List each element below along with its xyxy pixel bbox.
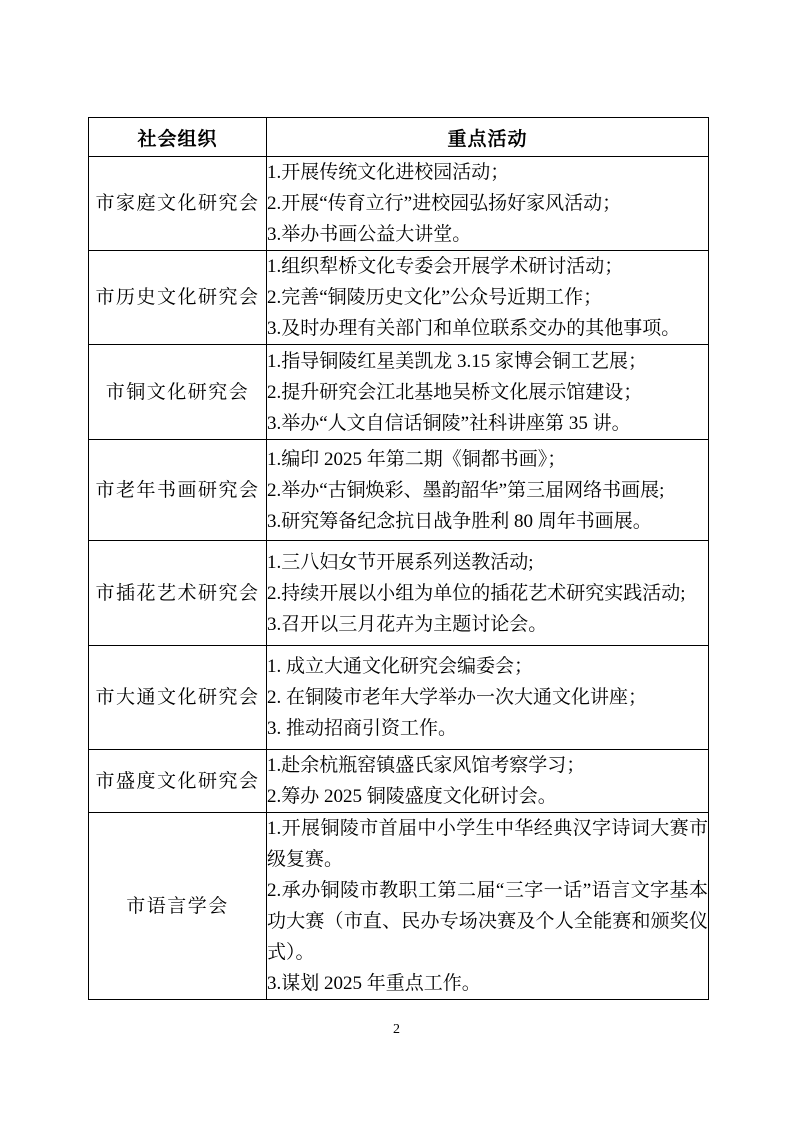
activity-item: 1.组织犁桥文化专委会开展学术研讨活动； — [267, 256, 624, 277]
activity-item: 1.开展铜陵市首届中小学生中华经典汉字诗词大赛市级复赛。 — [267, 818, 708, 870]
header-cell-organization: 社会组织 — [89, 118, 267, 157]
org-name: 市插花艺术研究会 — [89, 541, 267, 646]
org-name: 市铜文化研究会 — [89, 345, 267, 440]
header-cell-activities: 重点活动 — [267, 118, 709, 157]
table-row — [89, 440, 709, 541]
activities-cell — [267, 345, 709, 440]
activity-item: 2.开展“传育立行”进校园弘扬好家风活动； — [267, 193, 622, 214]
org-name: 市历史文化研究会 — [89, 251, 267, 345]
table-row — [89, 750, 709, 813]
activity-item: 2.举办“古铜焕彩、墨韵韶华”第三届网络书画展; — [267, 479, 665, 501]
activity-item: 3.召开以三月花卉为主题讨论会。 — [267, 613, 548, 635]
activity-item: 2.筹办 2025 铜陵盛度文化研讨会。 — [267, 786, 557, 807]
table-row — [89, 345, 709, 440]
activity-item: 2.承办铜陵市教职工第二届“三字一话”语言文字基本功大赛（市直、民办专场决赛及个人全能赛和颁奖仪式）。 — [267, 880, 708, 963]
activity-item: 2.持续开展以小组为单位的插花艺术研究实践活动; — [267, 582, 686, 604]
activities-cell — [267, 251, 709, 345]
org-name: 市老年书画研究会 — [89, 440, 267, 541]
activity-item: 3.举办书画公益大讲堂。 — [267, 224, 472, 245]
activity-item: 1.三八妇女节开展系列送教活动; — [267, 551, 534, 573]
activity-item: 2.提升研究会江北基地吴桥文化展示馆建设； — [267, 381, 643, 403]
activity-item: 1.指导铜陵红星美凯龙 3.15 家博会铜工艺展； — [267, 350, 648, 372]
activities-cell — [267, 646, 709, 750]
activity-item: 3. 推动招商引资工作。 — [267, 718, 458, 739]
activity-item: 2.完善“铜陵历史文化”公众号近期工作； — [267, 287, 603, 308]
activities-cell — [267, 440, 709, 541]
activity-item: 1.编印 2025 年第二期《铜都书画》； — [267, 448, 567, 470]
activity-item: 1. 成立大通文化研究会编委会； — [267, 656, 534, 677]
table-row — [89, 541, 709, 646]
activities-cell — [267, 750, 709, 813]
activity-item: 2. 在铜陵市老年大学举办一次大通文化讲座； — [267, 687, 648, 708]
table-row — [89, 251, 709, 345]
page-number: 2 — [393, 1022, 400, 1037]
org-name: 市家庭文化研究会 — [89, 157, 267, 251]
table-row — [89, 646, 709, 750]
table-row — [89, 157, 709, 251]
activity-item: 3.谋划 2025 年重点工作。 — [267, 973, 481, 994]
table-row — [89, 813, 709, 1000]
table-header-row — [89, 118, 709, 157]
org-name: 市大通文化研究会 — [89, 646, 267, 750]
activities-table — [88, 117, 709, 1000]
activity-item: 3.举办“人文自信话铜陵”社科讲座第 35 讲。 — [267, 412, 631, 434]
activities-cell — [267, 541, 709, 646]
activities-cell — [267, 157, 709, 251]
org-name: 市语言学会 — [89, 813, 267, 1000]
activities-cell — [267, 813, 709, 1000]
activity-item: 1.赴余杭瓶窑镇盛氏家风馆考察学习； — [267, 755, 586, 776]
activity-item: 3.及时办理有关部门和单位联系交办的其他事项。 — [267, 318, 681, 339]
org-name: 市盛度文化研究会 — [89, 750, 267, 813]
activity-item: 3.研究筹备纪念抗日战争胜利 80 周年书画展。 — [267, 510, 652, 532]
activity-item: 1.开展传统文化进校园活动； — [267, 162, 510, 183]
